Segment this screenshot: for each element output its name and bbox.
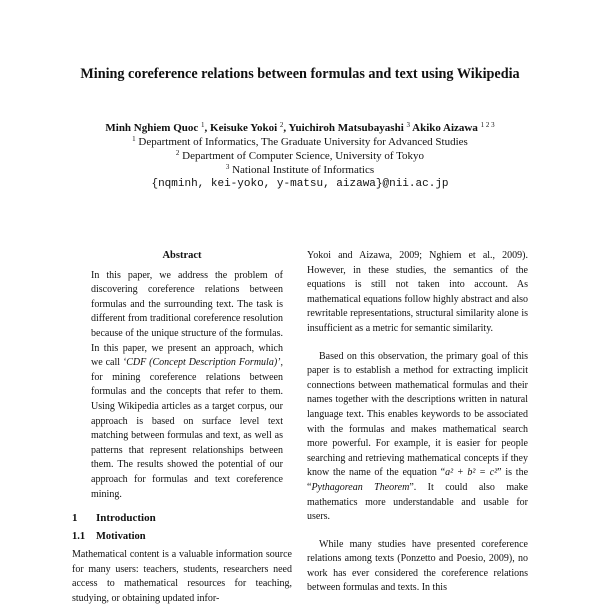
paper-title: Mining coreference relations between formulas and text using Wikipedia <box>80 66 520 82</box>
section-heading-introduction: 1 Introduction <box>72 512 156 525</box>
author-1-sup: 1 <box>201 121 205 129</box>
abstract-text: In this paper, we address the problem of discovering coreference relations between formulas and the surrounding text. The task is different from traditional coreference resolution because of the unique structure of the formulas. In this paper, we present an approach, which we call ‘CDF (Concept Description Formula)’, for mining coreference relations between formulas and the concepts that refer to them. Using Wikipedia articles as a target corpus, our approach is based on surface level text matching between formulas and text, as well as patterns that represent relationships between them. The results showed the potential of our approach for formulas and text coreference mining. <box>91 269 283 500</box>
right-column <box>307 249 528 596</box>
right-paragraph-3: While many studies have presented coreference relations among texts (Ponzetto and Poesio, 2009), no work has ever considered the coreference relations between formulas and texts. In this <box>307 538 528 594</box>
author-4: Akiko Aizawa <box>410 122 478 134</box>
motivation-paragraph: Mathematical content is a valuable information source for many users: teachers, students, researchers need access to mathematical resources for teaching, studying, or obtaining updated infor- <box>72 549 292 605</box>
cdf-term: ‘CDF (Concept Description Formula)’ <box>122 357 281 369</box>
author-2-sup: 2 <box>279 121 284 129</box>
abstract-heading: Abstract <box>162 250 202 261</box>
author-names <box>0 121 600 135</box>
author-3-sup: 3 <box>406 121 410 129</box>
pythagorean-term: Pythagorean Theorem <box>311 481 410 493</box>
affiliation-1: $^1$ Department of Informatics, The Graduate University for Advanced Studies <box>132 135 468 148</box>
author-2: , Keisuke Yokoi <box>204 122 278 134</box>
equation: a² + b² = c² <box>445 467 498 479</box>
author-4-sup: 1 2 3 <box>480 121 495 129</box>
right-paragraph-1: Yokoi and Aizawa, 2009; Nghiem et al., 2009). However, in these studies, the semantics of the equations is still not taken into account. As mathematical equations follow highly abstract and also rewritable representations, structural similarity alone is insufficient as a metric for semantic similarity. <box>307 250 528 334</box>
subsection-heading-motivation: 1.1 Motivation <box>72 530 146 542</box>
left-column <box>72 249 292 607</box>
author-block <box>0 121 600 191</box>
affiliation-2: $^2$ Department of Computer Science, University of Tokyo <box>175 149 425 162</box>
author-1: Minh Nghiem Quoc <box>105 122 199 134</box>
right-paragraph-2: Based on this observation, the primary goal of this paper is to establish a method for extracting implicit connections between mathematical formulas and their names together with the descriptions written in natural language text. This enables keywords to be associated with the formulas and makes mathematical search more powerful. For example, it is easier for people searching and retrieving mathematical concepts if they know the name of the equation “a² + b² = c²” is the “Pythagorean Theorem”. It could also make mathematics more understandable and usable for users. <box>307 350 529 523</box>
author-3: , Yuichiroh Matsubayashi <box>283 122 404 134</box>
author-email: {nqminh, kei-yoko, y-matsu, aizawa}@nii.ac.jp <box>151 178 449 190</box>
affiliation-3: $^3$ National Institute of Informatics <box>225 163 375 176</box>
